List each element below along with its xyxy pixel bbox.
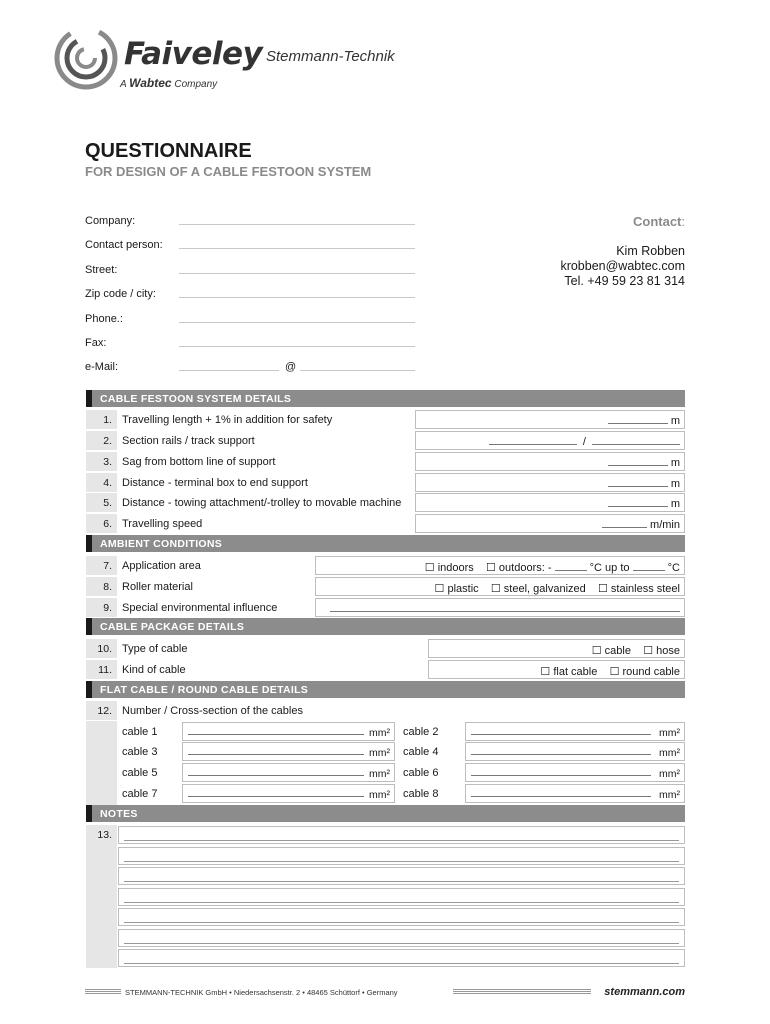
phone-field[interactable]	[179, 322, 415, 323]
section-title: NOTES	[100, 808, 138, 820]
company-logo	[54, 24, 434, 94]
cable-3-input[interactable]	[182, 742, 395, 761]
unit: mm²	[369, 727, 390, 739]
blank-line	[124, 963, 679, 964]
row-label: Section rails / track support	[122, 435, 255, 447]
unit: m	[670, 498, 680, 510]
row-number: 6.	[86, 514, 117, 533]
street-label: Street:	[85, 264, 118, 276]
row-label: Travelling speed	[122, 518, 203, 530]
blank-line	[124, 840, 679, 841]
cables-row-12	[86, 701, 685, 720]
row-number: 9.	[86, 598, 117, 617]
hose-checkbox[interactable]: ☐ hose	[643, 645, 680, 657]
footer-stripes-left	[85, 989, 121, 995]
sag-input[interactable]	[415, 452, 685, 471]
footer-stripes-right	[453, 989, 591, 995]
blank-line	[608, 415, 668, 424]
blank-line	[124, 861, 679, 862]
fax-label: Fax:	[85, 337, 107, 349]
travelling-speed-input[interactable]	[415, 514, 685, 533]
cable-4-label: cable 4	[403, 746, 439, 758]
ambient-row-7	[86, 556, 685, 575]
steel-galvanized-checkbox[interactable]: ☐ steel, galvanized	[490, 583, 586, 595]
contact-person-label: Contact person:	[85, 239, 163, 251]
row-label: Number / Cross-section of the cables	[122, 705, 303, 717]
cable-4-input[interactable]	[465, 742, 685, 761]
contact-phone: Tel. +49 59 23 81 314	[564, 274, 685, 288]
logo-swirl-icon	[54, 26, 118, 90]
company-label: Company:	[85, 215, 136, 227]
temp-max-field[interactable]	[633, 562, 665, 571]
row-number: 4.	[86, 473, 117, 492]
row-label: Kind of cable	[122, 664, 186, 676]
application-area-options	[315, 556, 685, 575]
unit: mm²	[369, 768, 390, 780]
section-rails-input[interactable]	[415, 431, 685, 450]
environmental-influence-input[interactable]	[315, 598, 685, 617]
round-cable-checkbox[interactable]: ☐ round cable	[609, 666, 680, 678]
row-label: Distance - towing attachment/-trolley to movable machine	[122, 497, 402, 509]
row-number: 1.	[86, 410, 117, 429]
row-number: 3.	[86, 452, 117, 471]
cables-gray-column	[86, 721, 117, 805]
cable-5-input[interactable]	[182, 763, 395, 782]
detail-row-3	[86, 452, 685, 471]
blank-line	[489, 436, 577, 445]
notes-line-6[interactable]	[118, 929, 685, 947]
outdoors-checkbox[interactable]: ☐ outdoors: -	[486, 562, 552, 574]
unit: m	[670, 478, 680, 490]
cable-checkbox[interactable]: ☐ cable	[591, 645, 631, 657]
row-label: Roller material	[122, 581, 193, 593]
unit: mm²	[659, 789, 680, 801]
package-row-11	[86, 660, 685, 679]
email-at-sign: @	[285, 361, 297, 373]
detail-row-1	[86, 410, 685, 429]
contact-heading-colon: :	[681, 214, 685, 229]
section-header-ambient	[86, 535, 685, 552]
notes-line-7[interactable]	[118, 949, 685, 967]
temp-min-field[interactable]	[555, 562, 587, 571]
temp-unit: °C	[667, 562, 680, 574]
row-label: Travelling length + 1% in addition for safety	[122, 414, 333, 426]
unit: mm²	[659, 727, 680, 739]
cable-kind-options	[428, 660, 685, 679]
blank-line	[608, 498, 668, 507]
cable-7-input[interactable]	[182, 784, 395, 803]
contact-name: Kim Robben	[616, 244, 685, 258]
detail-row-5	[86, 493, 685, 512]
detail-row-4	[86, 473, 685, 492]
ambient-row-9	[86, 598, 685, 617]
blank-line	[592, 436, 680, 445]
cable-2-label: cable 2	[403, 726, 439, 738]
cable-type-options	[428, 639, 685, 658]
notes-gray-column	[86, 825, 117, 968]
unit: mm²	[659, 747, 680, 759]
section-marker	[86, 535, 92, 552]
blank-line	[188, 767, 364, 776]
unit: m	[670, 415, 680, 427]
section-header-details	[86, 390, 685, 407]
cable-1-label: cable 1	[122, 726, 158, 738]
cable-8-input[interactable]	[465, 784, 685, 803]
cable-7-label: cable 7	[122, 788, 158, 800]
travelling-length-input[interactable]	[415, 410, 685, 429]
cable-6-label: cable 6	[403, 767, 439, 779]
cable-1-input[interactable]	[182, 722, 395, 741]
detail-row-6	[86, 514, 685, 533]
section-header-flat-round	[86, 681, 685, 698]
section-marker	[86, 681, 92, 698]
blank-line	[124, 881, 679, 882]
section-title: FLAT CABLE / ROUND CABLE DETAILS	[100, 684, 309, 696]
row-label: Application area	[122, 560, 201, 572]
blank-line	[188, 788, 364, 797]
section-title: CABLE PACKAGE DETAILS	[100, 621, 245, 633]
cable-2-input[interactable]	[465, 722, 685, 741]
section-marker	[86, 390, 92, 407]
unit: m/min	[650, 519, 680, 531]
terminal-distance-input[interactable]	[415, 473, 685, 492]
email-label: e-Mail:	[85, 361, 119, 373]
unit: mm²	[369, 747, 390, 759]
blank-line	[471, 726, 651, 735]
blank-line	[188, 746, 364, 755]
temp-up-to-label: °C up to	[589, 562, 630, 574]
cable-3-label: cable 3	[122, 746, 158, 758]
blank-line	[188, 726, 364, 735]
tagline-brand: Wabtec	[129, 76, 172, 90]
contact-email[interactable]: krobben@wabtec.com	[560, 259, 685, 273]
row-number: 12.	[86, 701, 117, 720]
company-field[interactable]	[179, 224, 415, 225]
row-number: 11.	[86, 660, 117, 679]
separator: /	[582, 436, 586, 448]
fax-field[interactable]	[179, 346, 415, 347]
blank-line	[608, 478, 668, 487]
row-label: Distance - terminal box to end support	[122, 477, 308, 489]
blank-line	[124, 902, 679, 903]
phone-label: Phone.:	[85, 313, 123, 325]
unit: mm²	[659, 768, 680, 780]
row-number: 10.	[86, 639, 117, 658]
cable-5-label: cable 5	[122, 767, 158, 779]
blank-line	[608, 457, 668, 466]
blank-line	[471, 788, 651, 797]
plastic-checkbox[interactable]: ☐ plastic	[434, 583, 479, 595]
email-user-field[interactable]	[179, 370, 279, 371]
footer-website[interactable]: stemmann.com	[604, 986, 685, 998]
contact-person-field[interactable]	[179, 248, 415, 249]
blank-line	[471, 746, 651, 755]
zip-city-label: Zip code / city:	[85, 288, 156, 300]
roller-material-options	[315, 577, 685, 596]
brand-subname: Stemmann-Technik	[266, 48, 395, 65]
row-label: Special environmental influence	[122, 602, 278, 614]
street-field[interactable]	[179, 273, 415, 274]
ambient-row-8	[86, 577, 685, 596]
blank-line	[124, 922, 679, 923]
row-number: 5.	[86, 493, 117, 512]
notes-line-1[interactable]	[118, 826, 685, 844]
cable-8-label: cable 8	[403, 788, 439, 800]
unit: mm²	[369, 789, 390, 801]
row-number: 2.	[86, 431, 117, 450]
blank-line	[124, 943, 679, 944]
section-header-package	[86, 618, 685, 635]
blank-line	[471, 767, 651, 776]
detail-row-2	[86, 431, 685, 450]
row-label: Type of cable	[122, 643, 188, 655]
row-number: 13.	[97, 829, 112, 841]
notes-line-5[interactable]	[118, 908, 685, 926]
cable-6-input[interactable]	[465, 763, 685, 782]
brand-name: Faiveley	[124, 36, 263, 72]
notes-line-3[interactable]	[118, 867, 685, 885]
contact-heading	[633, 214, 685, 229]
flat-cable-checkbox[interactable]: ☐ flat cable	[540, 666, 598, 678]
indoors-checkbox[interactable]: ☐ indoors	[424, 562, 474, 574]
row-number: 8.	[86, 577, 117, 596]
row-label: Sag from bottom line of support	[122, 456, 276, 468]
package-row-10	[86, 639, 685, 658]
blank-line	[330, 603, 680, 612]
section-header-notes	[86, 805, 685, 822]
section-title: AMBIENT CONDITIONS	[100, 538, 223, 550]
row-number: 7.	[86, 556, 117, 575]
zip-city-field[interactable]	[179, 297, 415, 298]
brand-tagline	[120, 76, 217, 90]
stainless-steel-checkbox[interactable]: ☐ stainless steel	[597, 583, 680, 595]
page-subtitle: FOR DESIGN OF A CABLE FESTOON SYSTEM	[85, 164, 372, 179]
section-title: CABLE FESTOON SYSTEM DETAILS	[100, 393, 292, 405]
notes-line-2[interactable]	[118, 847, 685, 865]
towing-distance-input[interactable]	[415, 493, 685, 512]
page-title: QUESTIONNAIRE	[85, 140, 252, 162]
section-marker	[86, 805, 92, 822]
email-domain-field[interactable]	[300, 370, 415, 371]
tagline-pre: A	[120, 79, 127, 90]
blank-line	[602, 519, 647, 528]
tagline-post: Company	[174, 79, 218, 90]
notes-line-4[interactable]	[118, 888, 685, 906]
footer-address: STEMMANN-TECHNIK GmbH • Niedersachsenstr. 2 • 48465 Schüttorf • Germany	[125, 988, 398, 997]
section-marker	[86, 618, 92, 635]
unit: m	[670, 457, 680, 469]
contact-heading-text: Contact	[632, 214, 682, 229]
